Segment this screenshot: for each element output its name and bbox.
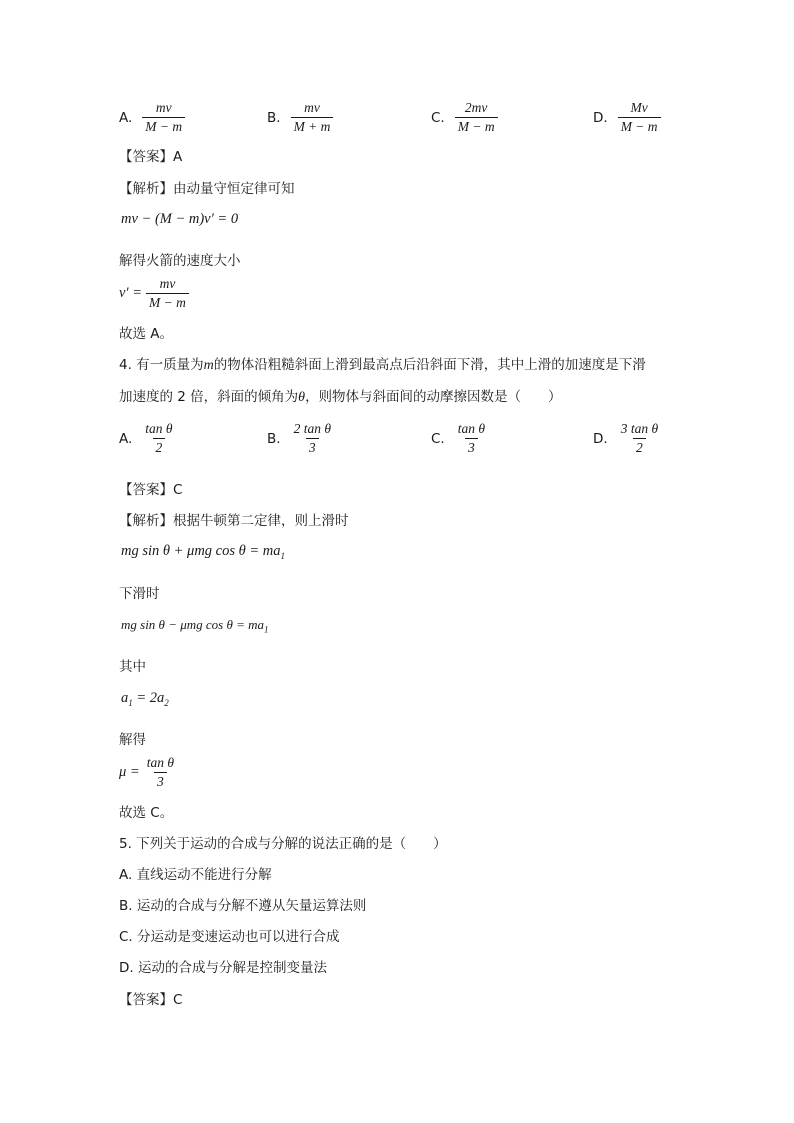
q4-conclusion: 故选 C。 [119,805,174,821]
q4-down-text: 下滑时 [119,586,160,602]
q3-analysis: 【解析】由动量守恒定律可知 [119,181,295,197]
q4-option-a: A. $\frac{\text{tan θ}}{2}$ [119,421,173,455]
q4-option-c: C. $\frac{\text{tan θ}}{3}$ [431,421,485,455]
q5-option-c: C. 分运动是变速运动也可以进行合成 [119,929,340,945]
q4-equation-down: mg sin θ − μmg $\cos \theta = ma_1$ [121,617,269,635]
q3-option-d-fraction: $\frac{Mv}{M - m}$ [618,100,661,135]
q4-where-text: 其中 [119,659,146,675]
q5-option-a: A. 直线运动不能进行分解 [119,867,272,883]
q4-option-b: B. $\frac{\text{2 tan θ}}{3}$ [267,421,331,455]
q3-answer: 【答案】A [119,149,183,165]
q3-option-a-fraction: $\frac{mv}{M - m}$ [142,100,185,135]
q3-option-b: B. $\frac{mv}{M + m}$ [267,100,333,135]
q4-answer: 【答案】C [119,482,183,498]
q3-conclusion: 故选 A。 [119,326,174,342]
q5-option-b: B. 运动的合成与分解不遵从矢量运算法则 [119,898,367,914]
q4-equation-mu: μ = $\frac{\text{tan θ}}{3}$ [119,755,174,789]
q4-equation-relation: $a_1 = 2a_2$ [121,690,169,708]
q3-option-a: A. $\frac{mv}{M - m}$ [119,100,185,135]
q3-equation-momentum: mv − (M − m)v′ = 0 [121,211,239,227]
q5-stem: 5. 下列关于运动的合成与分解的说法正确的是（ ） [119,836,447,852]
q3-option-b-fraction: $\frac{mv}{M + m}$ [291,100,334,135]
q3-option-c-fraction: $\frac{2mv}{M - m}$ [455,100,498,135]
q4-option-d: D. $\frac{\text{3 tan θ}}{2}$ [593,421,659,455]
q4-solve-text: 解得 [119,732,146,748]
q3-equation-velocity: v′ = $\frac{mv}{M - m}$ [119,276,189,311]
q4-equation-up: mg sin θ + μmg $\cos \theta = ma_1$ [121,543,286,561]
q4-stem-line1: 4. 有一质量为m的物体沿粗糙斜面上滑到最高点后沿斜面下滑，其中上滑的加速度是下滑 [119,357,646,373]
q5-answer: 【答案】C [119,992,183,1008]
q3-option-c: C. $\frac{2mv}{M - m}$ [431,100,498,135]
q4-stem-line2: 加速度的 2 倍，斜面的倾角为θ，则物体与斜面间的动摩擦因数是（ ） [119,389,562,405]
q3-solve-text: 解得火箭的速度大小 [119,253,241,269]
q5-option-d: D. 运动的合成与分解是控制变量法 [119,960,327,976]
q3-option-d: D. $\frac{Mv}{M - m}$ [593,100,661,135]
q4-analysis: 【解析】根据牛顿第二定律，则上滑时 [119,513,349,529]
